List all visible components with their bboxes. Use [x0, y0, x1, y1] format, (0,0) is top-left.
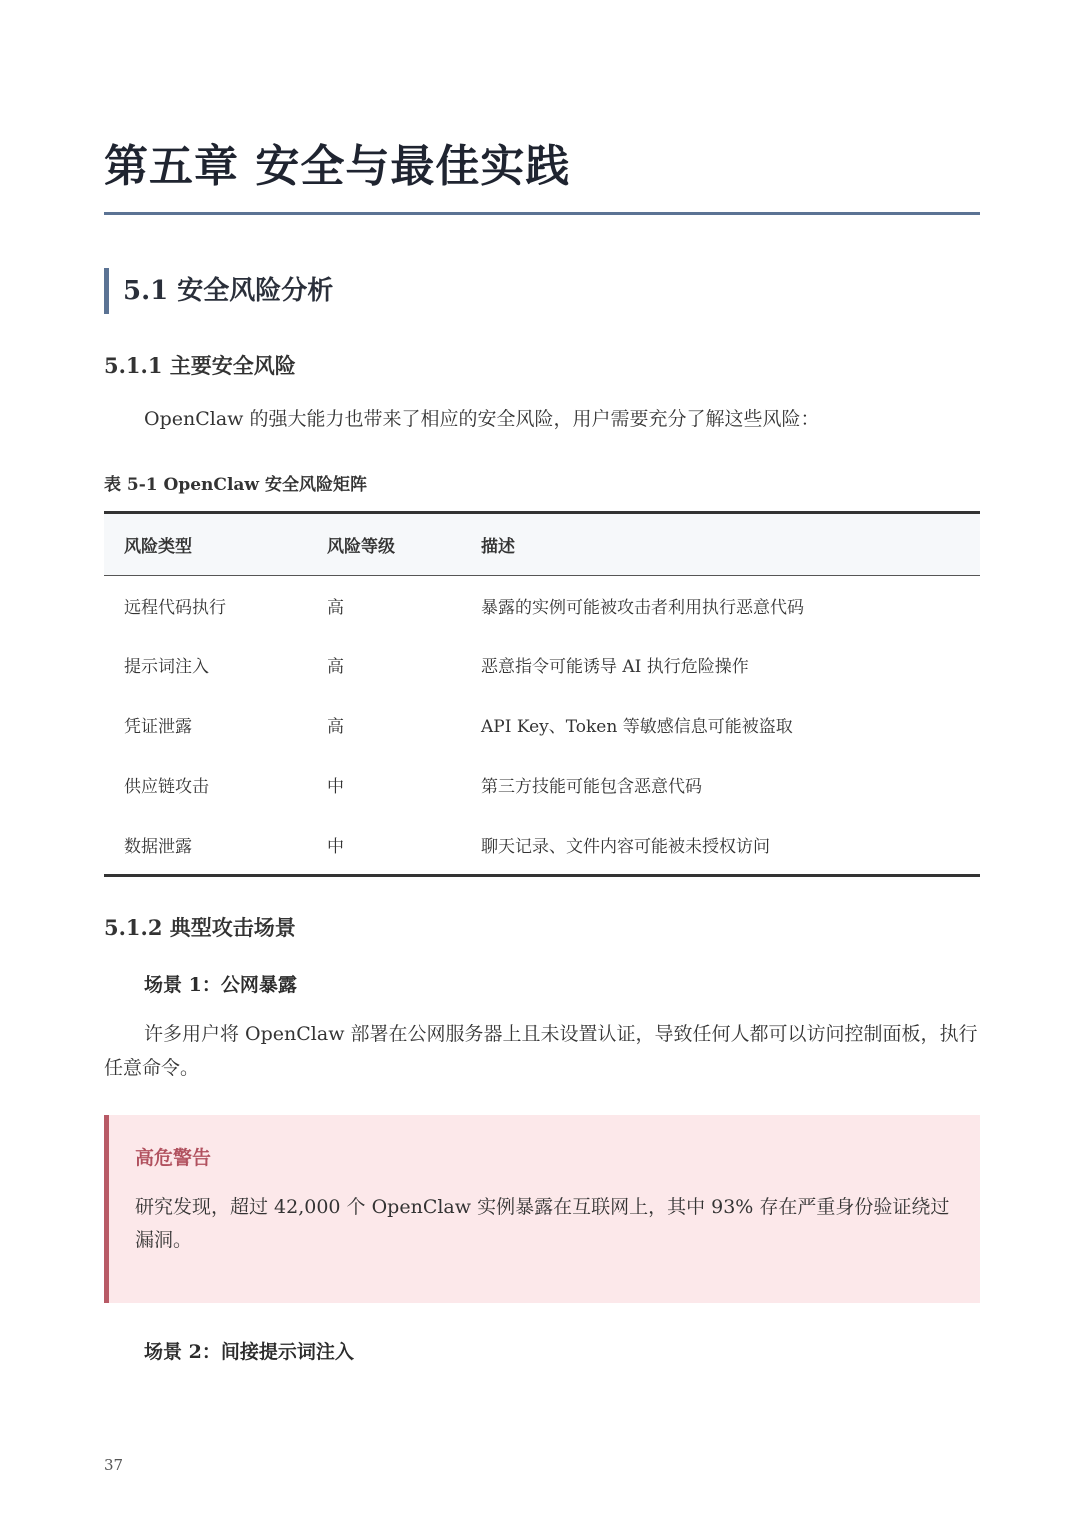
scenario-1-title: 场景 1：公网暴露	[144, 974, 297, 996]
cell-risk-type: 数据泄露	[124, 836, 192, 857]
cell-risk-level: 中	[327, 776, 344, 797]
subsection-title-main-risks: 5.1.1 主要安全风险	[104, 353, 296, 378]
table-caption: 表 5-1 OpenClaw 安全风险矩阵	[104, 475, 367, 495]
intro-paragraph: OpenClaw 的强大能力也带来了相应的安全风险，用户需要充分了解这些风险：	[144, 408, 820, 430]
cell-description: 聊天记录、文件内容可能被未授权访问	[481, 836, 770, 857]
chapter-divider	[104, 212, 980, 215]
cell-risk-level: 高	[327, 716, 344, 737]
cell-description: API Key、Token 等敏感信息可能被盗取	[481, 716, 793, 737]
warning-title: 高危警告	[135, 1147, 212, 1169]
scenario-1-paragraph: 许多用户将 OpenClaw 部署在公网服务器上且未设置认证，导致任何人都可以访问控制面板，执行任意命令。	[104, 1023, 978, 1079]
header-risk-type: 风险类型	[104, 513, 327, 576]
header-description: 描述	[481, 513, 980, 576]
header-risk-level: 风险等级	[327, 513, 481, 576]
page-number: 37	[104, 1456, 124, 1474]
table-row	[104, 814, 980, 876]
table-row	[104, 576, 980, 635]
table-header-row	[104, 513, 980, 576]
cell-risk-level: 高	[327, 597, 344, 618]
cell-risk-level: 高	[327, 656, 344, 677]
cell-risk-type: 供应链攻击	[124, 776, 209, 797]
cell-risk-type: 远程代码执行	[124, 597, 226, 618]
cell-risk-type: 提示词注入	[124, 656, 209, 677]
subsection-title-attack-scenarios: 5.1.2 典型攻击场景	[104, 915, 296, 940]
warning-text: 研究发现，超过 42,000 个 OpenClaw 实例暴露在互联网上，其中 93% 存在严重身份验证绕过漏洞。	[135, 1196, 950, 1251]
chapter-title: 第五章 安全与最佳实践	[104, 141, 571, 192]
cell-risk-type: 凭证泄露	[124, 716, 192, 737]
cell-description: 暴露的实例可能被攻击者利用执行恶意代码	[481, 597, 804, 618]
cell-risk-level: 中	[327, 836, 344, 857]
warning-callout	[104, 1115, 980, 1303]
risk-matrix-table	[104, 511, 980, 877]
table-row	[104, 694, 980, 754]
section-title: 5.1 安全风险分析	[104, 268, 333, 314]
table-row	[104, 634, 980, 694]
cell-description: 恶意指令可能诱导 AI 执行危险操作	[481, 656, 749, 677]
table-row	[104, 754, 980, 814]
cell-description: 第三方技能可能包含恶意代码	[481, 776, 702, 797]
scenario-2-title: 场景 2：间接提示词注入	[144, 1341, 354, 1363]
